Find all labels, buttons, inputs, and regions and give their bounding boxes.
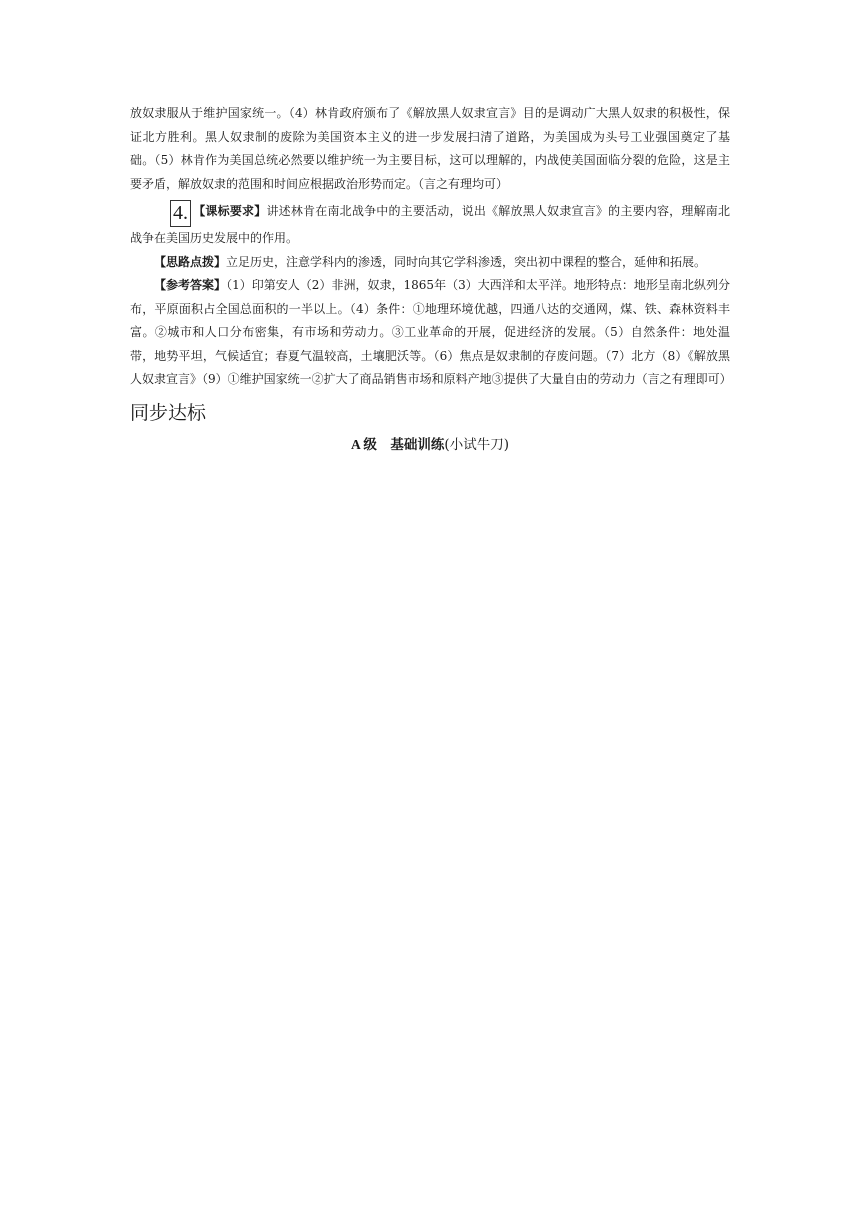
level-heading [130, 434, 730, 456]
item-4-requirements [130, 200, 730, 251]
document-page [130, 102, 730, 456]
answer-label: 【参考答案】 [154, 278, 227, 292]
section-title: 同步达标 [130, 401, 207, 424]
answer-paragraph [130, 274, 730, 392]
hint-label: 【思路点拨】 [154, 254, 227, 269]
level-subtitle: (小试牛刀) [444, 436, 509, 453]
hint-paragraph [130, 251, 730, 275]
answer-continuation-paragraph: 放奴隶服从于维护国家统一。（4）林肯政府颁布了《解放黑人奴隶宣言》目的是调动广大黑人奴隶的积极性，保证北方胜利。黑人奴隶制的废除为美国资本主义的进一步发展扫清了道路，为美国成为头号工业强国奠定了基础。（5）林肯作为美国总统必然要以维护统一为主要目标，这可以理解的，内战使美国面临分裂的危险，这是主要矛盾，解放奴隶的范围和时间应根据政治形势而定。（言之有理均可） [130, 106, 730, 191]
requirements-label: 【课标要求】 [193, 204, 267, 218]
level-title: A 级 基础训练 [351, 436, 445, 452]
hint-text: 立足历史，注意学科内的渗透，同时向其它学科渗透，突出初中课程的整合，延伸和拓展。 [226, 254, 707, 269]
item-number-box: 4. [170, 200, 191, 227]
answer-text: （1）印第安人（2）非洲，奴隶，1865年（3）大西洋和太平洋。地形特点：地形呈南北纵列分布，平原面积占全国总面积的一半以上。（4）条件：①地理环境优越，四通八达的交通网，煤、铁、森林资料丰富。②城市和人口分布密集，有市场和劳动力。③工业革命的开展，促进经济的发展。（5）自然条件：地处温带，地势平坦，气候适宜；春夏气温较高，土壤肥沃等。（6）焦点是奴隶制的存废问题。（7）北方（8）《解放黑人奴隶宣言》（9）①维护国家统一②扩大了商品销售市场和原料产地③提供了大量自由的劳动力（言之有理即可） [130, 278, 732, 386]
requirements-text: 讲述林肯在南北战争中的主要活动，说出《解放黑人奴隶宣言》的主要内容，理解南北战争在美国历史发展中的作用。 [130, 204, 730, 245]
